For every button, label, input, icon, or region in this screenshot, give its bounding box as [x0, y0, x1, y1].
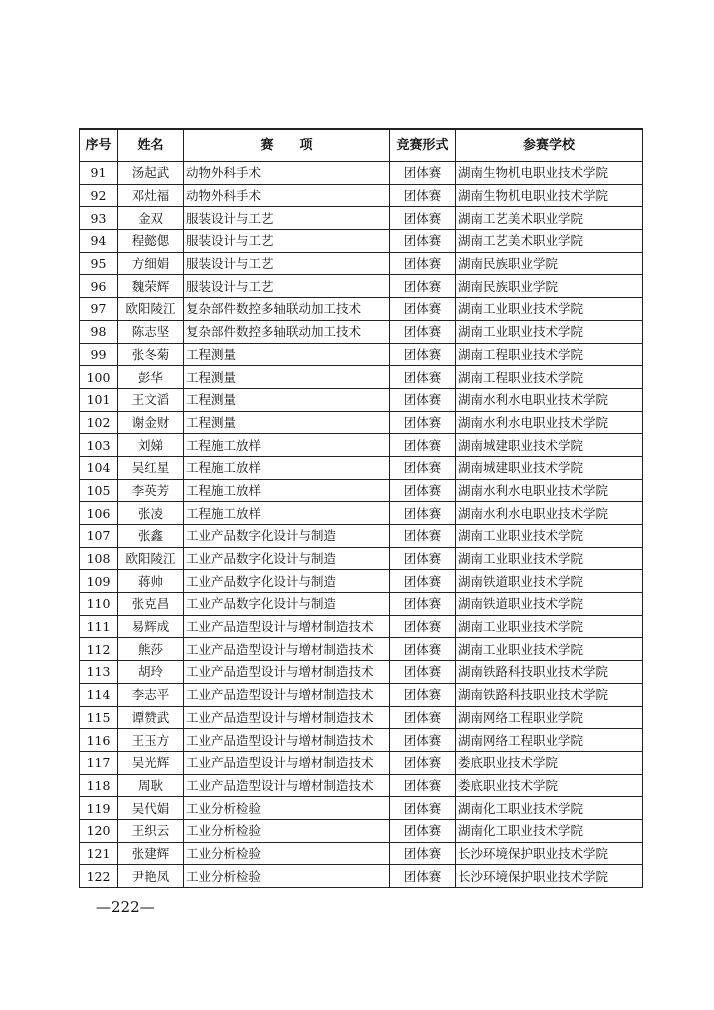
competition-form-cell: 团体赛	[390, 865, 456, 888]
school-cell: 长沙环境保护职业技术学院	[456, 842, 643, 865]
school-cell: 湖南工业职业技术学院	[456, 525, 643, 548]
name-cell: 王文滔	[118, 388, 184, 411]
event-cell: 工业分析检验	[184, 797, 390, 820]
serial-number-cell: 110	[80, 593, 118, 616]
competition-form-cell: 团体赛	[390, 411, 456, 434]
event-cell: 工业产品造型设计与增材制造技术	[184, 615, 390, 638]
school-cell: 湖南铁道职业技术学院	[456, 593, 643, 616]
name-cell: 魏荣辉	[118, 275, 184, 298]
name-cell: 欧阳陵江	[118, 547, 184, 570]
table-row	[80, 479, 643, 502]
serial-number-cell: 98	[80, 320, 118, 343]
event-cell: 工业分析检验	[184, 842, 390, 865]
serial-number-cell: 112	[80, 638, 118, 661]
table-row	[80, 207, 643, 230]
table-row	[80, 797, 643, 820]
serial-number-cell: 93	[80, 207, 118, 230]
school-cell: 湖南工程职业技术学院	[456, 366, 643, 389]
serial-number-cell: 95	[80, 252, 118, 275]
serial-number-cell: 92	[80, 184, 118, 207]
table-row	[80, 842, 643, 865]
serial-number-cell: 106	[80, 502, 118, 525]
school-cell: 湖南工业职业技术学院	[456, 298, 643, 321]
name-cell: 李志平	[118, 683, 184, 706]
name-cell: 谢金财	[118, 411, 184, 434]
competition-form-cell: 团体赛	[390, 819, 456, 842]
table-row	[80, 411, 643, 434]
serial-number-cell: 119	[80, 797, 118, 820]
serial-number-cell: 97	[80, 298, 118, 321]
name-cell: 张鑫	[118, 525, 184, 548]
table-row	[80, 456, 643, 479]
name-cell: 易辉成	[118, 615, 184, 638]
table-row	[80, 661, 643, 684]
competition-form-cell: 团体赛	[390, 298, 456, 321]
table-row	[80, 570, 643, 593]
table-row	[80, 593, 643, 616]
serial-number-cell: 117	[80, 751, 118, 774]
competition-form-cell: 团体赛	[390, 615, 456, 638]
event-cell: 动物外科手术	[184, 162, 390, 185]
award-list-table	[79, 128, 643, 888]
event-cell: 工程施工放样	[184, 502, 390, 525]
competition-form-cell: 团体赛	[390, 366, 456, 389]
school-cell: 湖南工程职业技术学院	[456, 343, 643, 366]
name-cell: 李英芳	[118, 479, 184, 502]
header-competition-form: 竞赛形式	[390, 129, 456, 162]
table-row	[80, 434, 643, 457]
competition-form-cell: 团体赛	[390, 593, 456, 616]
competition-form-cell: 团体赛	[390, 774, 456, 797]
page-number: —222—	[96, 898, 155, 916]
name-cell: 吴代娟	[118, 797, 184, 820]
school-cell: 湖南生物机电职业技术学院	[456, 184, 643, 207]
school-cell: 湖南工业职业技术学院	[456, 615, 643, 638]
serial-number-cell: 114	[80, 683, 118, 706]
competition-form-cell: 团体赛	[390, 661, 456, 684]
event-cell: 工业产品造型设计与增材制造技术	[184, 638, 390, 661]
table-row	[80, 502, 643, 525]
competition-form-cell: 团体赛	[390, 751, 456, 774]
serial-number-cell: 107	[80, 525, 118, 548]
school-cell: 湖南民族职业学院	[456, 275, 643, 298]
competition-form-cell: 团体赛	[390, 638, 456, 661]
table-row	[80, 615, 643, 638]
school-cell: 湖南化工职业技术学院	[456, 819, 643, 842]
school-cell: 湖南生物机电职业技术学院	[456, 162, 643, 185]
competition-form-cell: 团体赛	[390, 525, 456, 548]
name-cell: 吴红星	[118, 456, 184, 479]
name-cell: 方细娟	[118, 252, 184, 275]
school-cell: 湖南化工职业技术学院	[456, 797, 643, 820]
event-cell: 工程测量	[184, 343, 390, 366]
event-cell: 工业产品数字化设计与制造	[184, 593, 390, 616]
name-cell: 程懿偲	[118, 230, 184, 253]
name-cell: 周耿	[118, 774, 184, 797]
name-cell: 蒋帅	[118, 570, 184, 593]
event-cell: 复杂部件数控多轴联动加工技术	[184, 320, 390, 343]
school-cell: 湖南铁路科技职业技术学院	[456, 683, 643, 706]
serial-number-cell: 120	[80, 819, 118, 842]
name-cell: 张建辉	[118, 842, 184, 865]
event-cell: 工业产品数字化设计与制造	[184, 570, 390, 593]
table-row	[80, 819, 643, 842]
competition-form-cell: 团体赛	[390, 252, 456, 275]
event-cell: 工程施工放样	[184, 434, 390, 457]
name-cell: 尹艳凤	[118, 865, 184, 888]
event-cell: 服装设计与工艺	[184, 252, 390, 275]
name-cell: 吴光辉	[118, 751, 184, 774]
event-cell: 动物外科手术	[184, 184, 390, 207]
school-cell: 湖南工艺美术职业学院	[456, 207, 643, 230]
school-cell: 湖南铁道职业技术学院	[456, 570, 643, 593]
event-cell: 复杂部件数控多轴联动加工技术	[184, 298, 390, 321]
school-cell: 长沙环境保护职业技术学院	[456, 865, 643, 888]
serial-number-cell: 108	[80, 547, 118, 570]
competition-form-cell: 团体赛	[390, 162, 456, 185]
competition-form-cell: 团体赛	[390, 456, 456, 479]
event-cell: 工业产品造型设计与增材制造技术	[184, 729, 390, 752]
name-cell: 汤起武	[118, 162, 184, 185]
serial-number-cell: 94	[80, 230, 118, 253]
competition-form-cell: 团体赛	[390, 343, 456, 366]
table-row	[80, 320, 643, 343]
table-row	[80, 366, 643, 389]
table-row	[80, 683, 643, 706]
school-cell: 娄底职业技术学院	[456, 751, 643, 774]
event-cell: 工业产品造型设计与增材制造技术	[184, 706, 390, 729]
school-cell: 湖南工艺美术职业学院	[456, 230, 643, 253]
table-row	[80, 298, 643, 321]
serial-number-cell: 99	[80, 343, 118, 366]
name-cell: 张冬菊	[118, 343, 184, 366]
serial-number-cell: 118	[80, 774, 118, 797]
school-cell: 湖南工业职业技术学院	[456, 638, 643, 661]
name-cell: 彭华	[118, 366, 184, 389]
competition-form-cell: 团体赛	[390, 547, 456, 570]
school-cell: 湖南城建职业技术学院	[456, 434, 643, 457]
name-cell: 金双	[118, 207, 184, 230]
header-serial-number: 序号	[80, 129, 118, 162]
serial-number-cell: 115	[80, 706, 118, 729]
serial-number-cell: 111	[80, 615, 118, 638]
header-name: 姓名	[118, 129, 184, 162]
event-cell: 工业产品造型设计与增材制造技术	[184, 683, 390, 706]
name-cell: 熊莎	[118, 638, 184, 661]
event-cell: 工业分析检验	[184, 865, 390, 888]
serial-number-cell: 103	[80, 434, 118, 457]
competition-form-cell: 团体赛	[390, 479, 456, 502]
table-row	[80, 706, 643, 729]
event-cell: 工业分析检验	[184, 819, 390, 842]
name-cell: 欧阳陵江	[118, 298, 184, 321]
competition-form-cell: 团体赛	[390, 388, 456, 411]
table-row	[80, 547, 643, 570]
competition-form-cell: 团体赛	[390, 706, 456, 729]
event-cell: 工业产品造型设计与增材制造技术	[184, 751, 390, 774]
competition-form-cell: 团体赛	[390, 729, 456, 752]
serial-number-cell: 122	[80, 865, 118, 888]
school-cell: 湖南水利水电职业技术学院	[456, 388, 643, 411]
competition-form-cell: 团体赛	[390, 842, 456, 865]
header-event: 赛 项	[184, 129, 390, 162]
name-cell: 陈志坚	[118, 320, 184, 343]
event-cell: 工程施工放样	[184, 456, 390, 479]
school-cell: 湖南水利水电职业技术学院	[456, 411, 643, 434]
school-cell: 湖南水利水电职业技术学院	[456, 479, 643, 502]
competition-form-cell: 团体赛	[390, 184, 456, 207]
school-cell: 娄底职业技术学院	[456, 774, 643, 797]
event-cell: 工程测量	[184, 411, 390, 434]
name-cell: 谭赞武	[118, 706, 184, 729]
name-cell: 张凌	[118, 502, 184, 525]
serial-number-cell: 109	[80, 570, 118, 593]
school-cell: 湖南工业职业技术学院	[456, 547, 643, 570]
table-row	[80, 751, 643, 774]
table-row	[80, 343, 643, 366]
competition-form-cell: 团体赛	[390, 230, 456, 253]
school-cell: 湖南铁路科技职业技术学院	[456, 661, 643, 684]
event-cell: 工程测量	[184, 366, 390, 389]
serial-number-cell: 116	[80, 729, 118, 752]
competition-form-cell: 团体赛	[390, 320, 456, 343]
school-cell: 湖南城建职业技术学院	[456, 456, 643, 479]
competition-form-cell: 团体赛	[390, 207, 456, 230]
event-cell: 工业产品造型设计与增材制造技术	[184, 774, 390, 797]
name-cell: 王玉方	[118, 729, 184, 752]
competition-form-cell: 团体赛	[390, 683, 456, 706]
table-row	[80, 184, 643, 207]
table-row	[80, 865, 643, 888]
serial-number-cell: 113	[80, 661, 118, 684]
table-row	[80, 275, 643, 298]
table-row	[80, 230, 643, 253]
table-header-row	[80, 129, 643, 162]
table-row	[80, 525, 643, 548]
event-cell: 工程施工放样	[184, 479, 390, 502]
serial-number-cell: 104	[80, 456, 118, 479]
event-cell: 工业产品造型设计与增材制造技术	[184, 661, 390, 684]
serial-number-cell: 102	[80, 411, 118, 434]
table-row	[80, 638, 643, 661]
serial-number-cell: 101	[80, 388, 118, 411]
name-cell: 邓灶福	[118, 184, 184, 207]
event-cell: 服装设计与工艺	[184, 230, 390, 253]
event-cell: 工业产品数字化设计与制造	[184, 547, 390, 570]
table-row	[80, 162, 643, 185]
name-cell: 王织云	[118, 819, 184, 842]
event-cell: 工程测量	[184, 388, 390, 411]
competition-form-cell: 团体赛	[390, 570, 456, 593]
name-cell: 胡玲	[118, 661, 184, 684]
serial-number-cell: 96	[80, 275, 118, 298]
event-cell: 服装设计与工艺	[184, 275, 390, 298]
name-cell: 刘娣	[118, 434, 184, 457]
school-cell: 湖南水利水电职业技术学院	[456, 502, 643, 525]
competition-form-cell: 团体赛	[390, 275, 456, 298]
name-cell: 张克昌	[118, 593, 184, 616]
serial-number-cell: 105	[80, 479, 118, 502]
table-row	[80, 388, 643, 411]
event-cell: 服装设计与工艺	[184, 207, 390, 230]
table-row	[80, 729, 643, 752]
serial-number-cell: 121	[80, 842, 118, 865]
serial-number-cell: 91	[80, 162, 118, 185]
competition-form-cell: 团体赛	[390, 502, 456, 525]
serial-number-cell: 100	[80, 366, 118, 389]
event-cell: 工业产品数字化设计与制造	[184, 525, 390, 548]
table-row	[80, 774, 643, 797]
table-row	[80, 252, 643, 275]
competition-form-cell: 团体赛	[390, 797, 456, 820]
school-cell: 湖南工业职业技术学院	[456, 320, 643, 343]
school-cell: 湖南民族职业学院	[456, 252, 643, 275]
school-cell: 湖南网络工程职业学院	[456, 706, 643, 729]
school-cell: 湖南网络工程职业学院	[456, 729, 643, 752]
header-school: 参赛学校	[456, 129, 643, 162]
competition-form-cell: 团体赛	[390, 434, 456, 457]
